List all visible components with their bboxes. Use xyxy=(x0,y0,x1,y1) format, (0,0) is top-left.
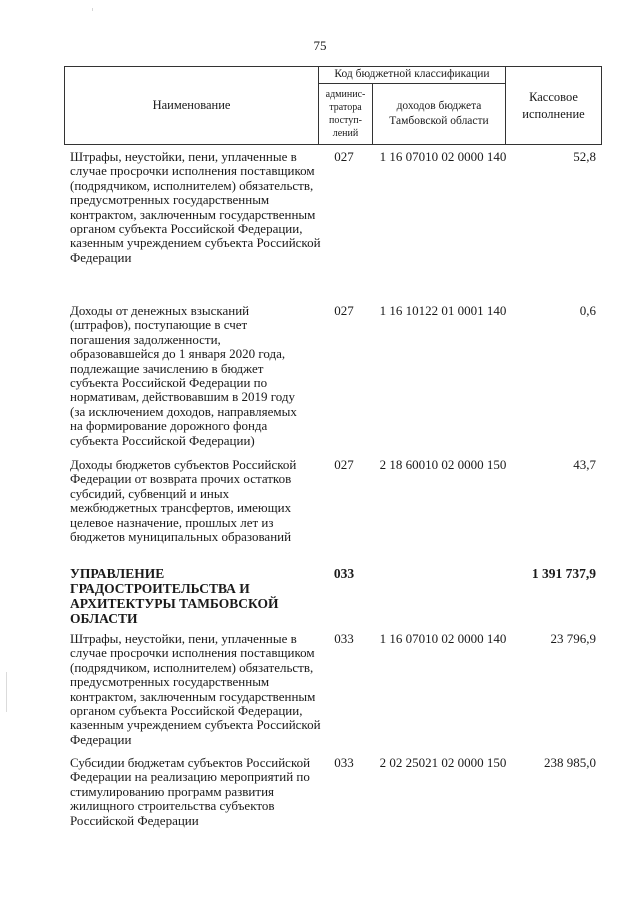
scan-mark xyxy=(6,672,7,712)
page-number: 75 xyxy=(313,38,327,53)
header-code-group: Код бюджетной классификации xyxy=(319,67,506,84)
row-admin-code: 027 xyxy=(334,457,354,472)
row-name: Штрафы, неустойки, пени, уплаченные в случае просрочки исполнения поставщиком (подрядчиком, исполнителем) обязательств, предусмотренных государственным контрактом, заключенным государственным органом субъекта Российской Федерации, казенным учреждением субъекта Российской Федерации xyxy=(70,631,321,747)
row-amount: 23 796,9 xyxy=(550,631,596,646)
section-title: УПРАВЛЕНИЕ ГРАДОСТРОИТЕЛЬСТВА И АРХИТЕКТУРЫ ТАМБОВСКОЙ ОБЛАСТИ xyxy=(70,566,279,626)
header-amount: Кассовое исполнение xyxy=(522,89,585,121)
row-admin-code: 033 xyxy=(333,566,355,581)
header-admin: админис- тратора поступ- лений xyxy=(319,84,373,144)
row-income-code: 1 16 07010 02 0000 140 xyxy=(379,149,507,164)
row-name: Доходы от денежных взысканий (штрафов), поступающие в счет погашения задолженности, образовавшейся до 1 января 2020 года, подлежащие зачислению в бюджет субъекта Российской Федерации по нормативам, действовавшим в 2019 году (за исключением доходов, направляемых на формирование дорожного фонда субъекта Российской Федерации) xyxy=(70,303,297,448)
row-admin-code: 027 xyxy=(334,149,354,164)
row-income-code: 1 16 10122 01 0001 140 xyxy=(379,303,507,318)
row-amount: 52,8 xyxy=(573,149,596,164)
row-name: Доходы бюджетов субъектов Российской Федерации от возврата прочих остатков субсидий, субвенций и иных межбюджетных трансфертов, имеющих целевое назначение, прошлых лет из бюджетов муниципальных образований xyxy=(70,457,297,545)
table-header xyxy=(64,66,602,145)
header-name: Наименование xyxy=(65,67,319,144)
row-admin-code: 033 xyxy=(334,631,354,646)
row-amount: 238 985,0 xyxy=(544,755,596,770)
header-income-code: доходов бюджета Тамбовской области xyxy=(373,84,506,144)
row-name: Субсидии бюджетам субъектов Российской Федерации на реализацию мероприятий по стимулированию программ развития жилищного строительства субъектов Российской Федерации xyxy=(70,755,311,828)
row-income-code: 1 16 07010 02 0000 140 xyxy=(379,631,507,646)
scan-mark xyxy=(92,8,93,11)
row-amount: 1 391 737,9 xyxy=(531,566,596,581)
row-amount: 43,7 xyxy=(573,457,596,472)
row-income-code: 2 02 25021 02 0000 150 xyxy=(379,755,507,770)
row-admin-code: 033 xyxy=(334,755,354,770)
row-name: Штрафы, неустойки, пени, уплаченные в случае просрочки исполнения поставщиком (подрядчиком, исполнителем) обязательств, предусмотренных государственным контрактом, заключенным государственным органом субъекта Российской Федерации, казенным учреждением субъекта Российской Федерации xyxy=(70,149,321,265)
row-admin-code: 027 xyxy=(334,303,354,318)
row-amount: 0,6 xyxy=(579,303,596,318)
row-income-code: 2 18 60010 02 0000 150 xyxy=(379,457,507,472)
